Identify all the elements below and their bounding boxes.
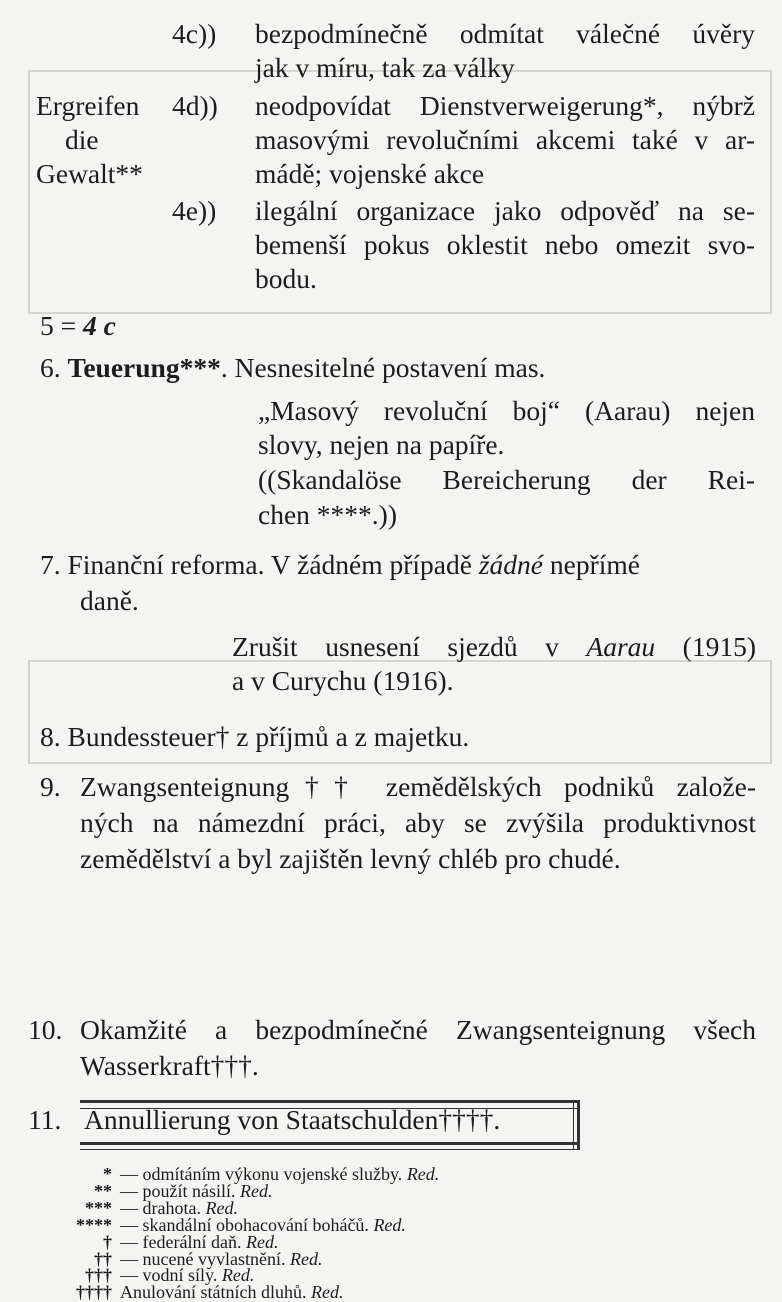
item-10-number: 10. (28, 1014, 63, 1045)
item-7-line-3 (232, 630, 756, 664)
item-7-emphasis: žádné (478, 549, 544, 580)
footnote-text: — drahota. (120, 1197, 201, 1218)
item-7-text-b: nepřímé (543, 549, 641, 580)
item-8-number: 8. (40, 721, 61, 752)
footnote-mark: † (103, 1231, 112, 1252)
item-4d-line-1: neodpovídat Dienstverweigerung*, nýbrž (255, 90, 755, 121)
item-7-line-3-b: (1915) (655, 631, 756, 662)
footnote-text: — použít násilí. (120, 1180, 236, 1201)
footnote-mark: ** (94, 1180, 112, 1201)
item-6-line-5: chen ****.)) (258, 499, 397, 530)
item-7-line-3-emphasis: Aarau (586, 631, 656, 662)
item-9-line-3: zemědělství a byl zajištěn levný chléb pro chudé. (80, 843, 621, 874)
item-7-line-2: daně. (80, 585, 139, 616)
footnote-text: — nucené vyvlastnění. (120, 1248, 286, 1269)
footnote-mark: * (103, 1164, 112, 1184)
item-7-line-3-a: Zrušit usnesení sjezdů v (232, 631, 587, 662)
footnote-mark: †††† (76, 1282, 112, 1302)
footnote-mark: **** (76, 1214, 112, 1235)
footnote-editor-mark: Red. (240, 1180, 273, 1201)
footnote-row (20, 1284, 343, 1301)
item-9-line-2: ných na námezdní práci, aby se zvýšila produktivnost (80, 807, 756, 838)
footnote-text: — federální daň. (120, 1231, 242, 1252)
item-4c-line-1: bezpodmínečně odmítat válečné úvěry (255, 18, 755, 49)
item-4e-number: 4e)) (172, 195, 217, 226)
footnote-editor-mark: Red. (221, 1265, 255, 1286)
item-7-text-a: Finanční reforma. V žádném případě (67, 549, 479, 580)
item-6-number: 6. (40, 352, 61, 383)
footnote-text: — odmítáním výkonu vojenské služby. (120, 1164, 403, 1184)
item-9-number: 9. (40, 771, 61, 802)
item-6-text: . Nesnesitelné postavení mas. (220, 352, 546, 383)
footnote-mark: †† (94, 1248, 112, 1269)
item-4c-line-2: jak v míru, tak za války (255, 52, 515, 83)
item-7-number: 7. (40, 549, 61, 580)
item-8 (40, 720, 469, 754)
item-10-line-1: Okamžité a bezpodmínečné Zwangsenteignung všech (80, 1014, 756, 1045)
footnote-editor-mark: Red. (406, 1164, 440, 1184)
footnote-editor-mark: Red. (373, 1214, 406, 1235)
footnote-text: — vodní síly. (120, 1265, 218, 1286)
footnote-editor-mark: Red. (245, 1231, 279, 1252)
margin-note-line-2: die (65, 124, 99, 155)
footnote-mark: *** (85, 1197, 112, 1218)
footnote-mark: ††† (85, 1265, 112, 1286)
item-7-line-1 (40, 548, 640, 582)
item-4d-line-2: masovými revolučními akcemi také v ar- (255, 124, 755, 155)
item-8-text: Bundessteuer† z příjmů a z majetku. (67, 721, 470, 752)
item-6-line-4: ((Skandalöse Bereicherung der Rei- (258, 464, 755, 495)
item-11-number: 11. (28, 1104, 62, 1135)
margin-note-line-3: Gewalt** (36, 158, 143, 189)
item-11-text: Annullierung von Staatschulden††††. (84, 1104, 501, 1135)
footnote-editor-mark: Red. (310, 1282, 344, 1302)
item-9-line-1: Zwangsenteignung†† zemědělských podniků založe- (80, 771, 756, 802)
margin-note-line-1: Ergreifen (36, 90, 140, 121)
item-4e-line-2: bemenší pokus oklestit nebo omezit svo- (255, 229, 755, 260)
item-6-line-3: slovy, nejen na papíře. (258, 429, 505, 460)
item-10-line-2: Wasserkraft†††. (80, 1050, 259, 1081)
item-6-line-2: „Masový revoluční boj“ (Aarau) nejen (258, 395, 755, 426)
item-6-line-1 (40, 351, 545, 385)
item-4d-number: 4d)) (172, 90, 218, 121)
footnote-editor-mark: Red. (205, 1197, 238, 1218)
item-4e-line-3: bodu. (255, 263, 317, 294)
item-5-emphasis: 4 c (83, 310, 116, 341)
item-5 (40, 309, 116, 343)
item-4d-line-3: mádě; vojenské akce (255, 158, 485, 189)
item-7-line-4: a v Curychu (1916). (232, 665, 454, 696)
item-4e-line-1: ilegální organizace jako odpověď na se- (255, 195, 755, 226)
footnote-text: — skandální obohacování boháčů. (120, 1214, 369, 1235)
item-6-keyword: Teuerung*** (67, 352, 221, 383)
footnote-editor-mark: Red. (289, 1248, 323, 1269)
item-5-text: 5 = (40, 310, 84, 341)
item-4c-number: 4c)) (172, 18, 217, 49)
footnote-text: Anulování státních dluhů. (120, 1282, 307, 1302)
